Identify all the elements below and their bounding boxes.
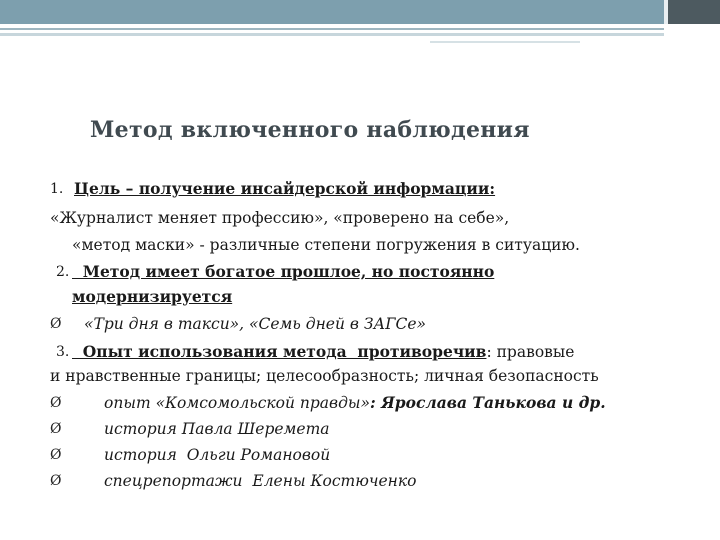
- arrow-bullet-icon: Ø: [50, 395, 62, 411]
- text-content: «метод маски» - различные степени погружения в ситуацию.: [72, 236, 580, 254]
- list-item-2: [0, 259, 720, 285]
- bullet-item: [0, 390, 720, 416]
- bullet-item: [0, 311, 720, 337]
- text-line: [0, 232, 720, 258]
- item-heading-rest: : правовые: [486, 343, 575, 361]
- text-content: «Журналист меняет профессию», «проверено на себе»,: [50, 209, 510, 227]
- slide-title: Метод включенного наблюдения: [90, 117, 530, 143]
- text-content: и нравственные границы; целесообразность; личная безопасность: [50, 367, 599, 385]
- item-number: 3.: [56, 344, 70, 360]
- item-heading: Опыт использования метода противоречив: [72, 342, 487, 361]
- arrow-bullet-icon: Ø: [50, 421, 62, 437]
- header-rule-2: [0, 33, 664, 36]
- bullet-text-bold: : Ярослава Танькова и др.: [370, 393, 606, 412]
- bullet-text: спецрепортажи Елены Костюченко: [104, 472, 417, 490]
- item-number: 2.: [56, 264, 70, 280]
- arrow-bullet-icon: Ø: [50, 316, 62, 332]
- bullet-text: опыт «Комсомольской правды»: [104, 394, 371, 412]
- list-item-3: [0, 339, 720, 365]
- item-heading: Цель – получение инсайдерской информации:: [74, 179, 496, 198]
- bullet-text: история Ольги Романовой: [104, 446, 331, 464]
- bullet-item: [0, 468, 720, 494]
- item-heading-cont: модернизируется: [72, 287, 233, 306]
- item-heading: Метод имеет богатое прошлое, но постоянно: [72, 262, 495, 281]
- bullet-item: [0, 416, 720, 442]
- header-dark-block: [668, 0, 720, 24]
- text-line: [0, 363, 720, 389]
- item-number: 1.: [50, 181, 64, 197]
- arrow-bullet-icon: Ø: [50, 447, 62, 463]
- list-item-1: [0, 176, 720, 202]
- bullet-item: [0, 442, 720, 468]
- arrow-bullet-icon: Ø: [50, 473, 62, 489]
- header-rule-3: [430, 41, 580, 43]
- header-rule-1: [0, 28, 664, 30]
- text-line: [0, 284, 720, 310]
- bullet-text: «Три дня в такси», «Семь дней в ЗАГСе»: [84, 315, 426, 333]
- bullet-text: история Павла Шеремета: [104, 420, 330, 438]
- text-line: [0, 205, 720, 231]
- header-bar: [0, 0, 720, 24]
